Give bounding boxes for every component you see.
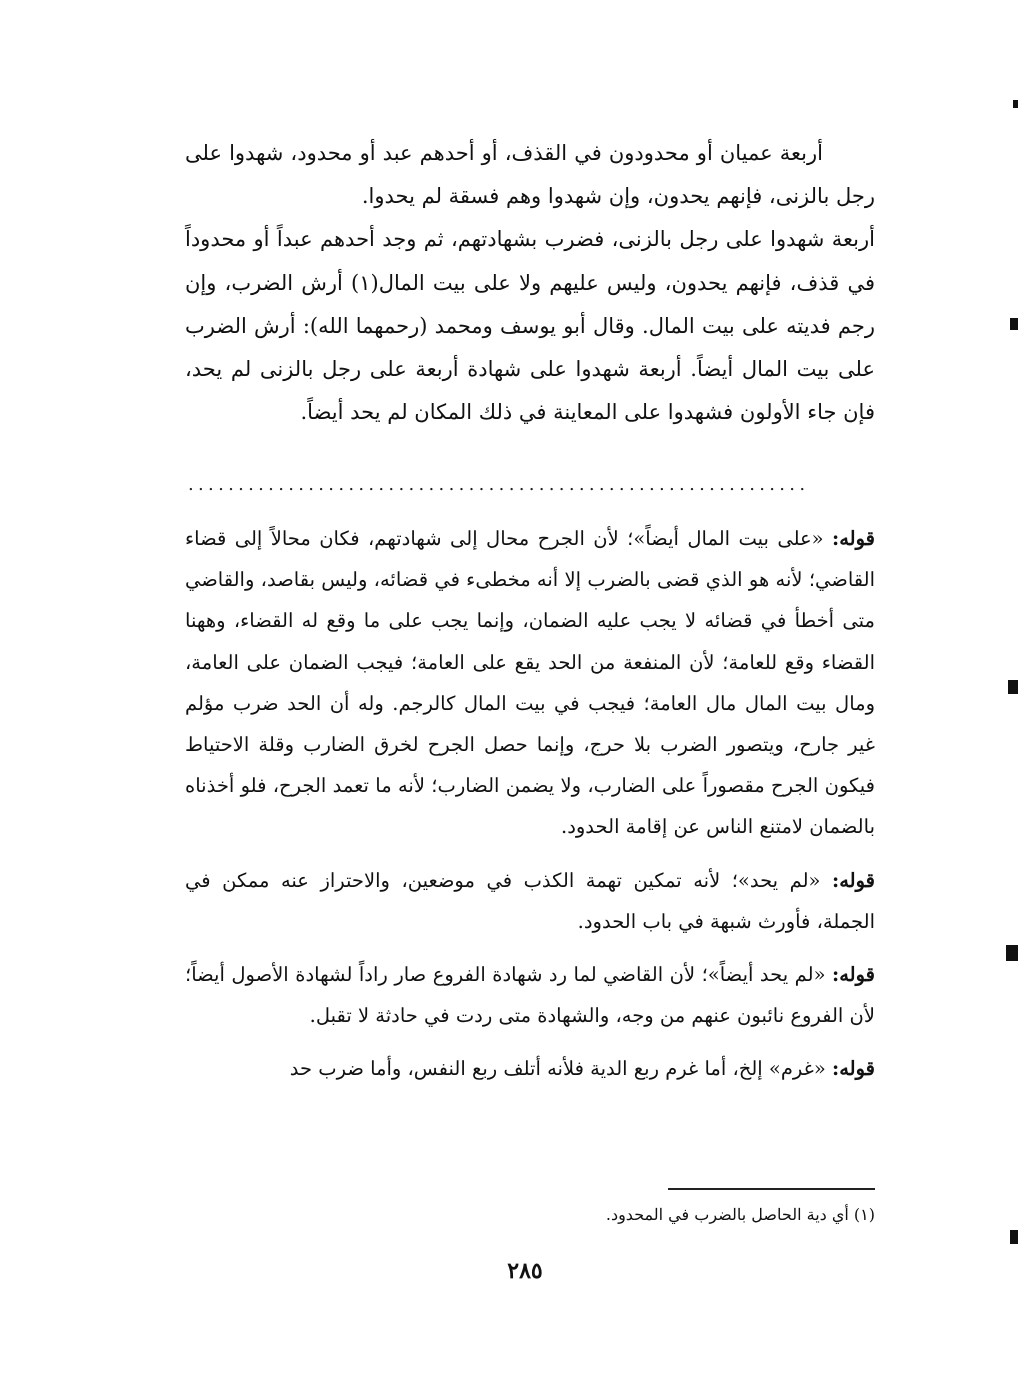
scan-mark xyxy=(1006,945,1018,961)
commentary-text: ؛ لأن الجرح محال إلى شهادتهم، فكان محالاً إلى قضاء القاضي؛ لأنه هو الذي قضى بالضرب إلا أنه مخطىء في قضائه، وليس بقاصد، والقاضي متى أخطأ في قضائه لا يجب عليه الضمان، وإنما يجب على ما وقع له القضاء، وههنا القضاء وقع للعامة؛ لأن المنفعة من الحد يقع على العامة؛ فيجب الضمان على العامة، ومال بيت المال مال العامة؛ فيجب في بيت المال كالرجم. وله أن الحد ضرب مؤلم غير جارح، ويتصور الضرب بلا حرج، وإنما حصل الجرح لخرق الضارب وقلة الاحتياط فيكون الجرح مقصوراً على الضارب، ولا يضمن الضارب؛ لأنه ما تعمد الجرح، فلو أخذناه بالضمان لامتنع الناس عن إقامة الحدود. xyxy=(185,527,875,839)
commentary-text: ؛ لأن القاضي لما رد شهادة الفروع صار راداً لشهادة الأصول أيضاً؛ لأن الفروع نائبون عنهم من وجه، والشهادة متى ردت في حادثة لا تقبل. xyxy=(185,963,875,1028)
scan-mark xyxy=(1013,100,1018,108)
commentary-keyword: قوله: xyxy=(832,527,876,550)
commentary-paragraph-4 xyxy=(185,1048,875,1089)
commentary-quote: «على بيت المال أيضاً» xyxy=(633,527,824,550)
commentary-quote: «غرم» xyxy=(768,1057,826,1081)
footnote-rule xyxy=(668,1188,875,1190)
commentary-paragraph-2 xyxy=(185,860,875,942)
page-number: ٢٨٥ xyxy=(507,1258,543,1284)
commentary-quote: «لم يحد» xyxy=(737,868,821,892)
scan-mark xyxy=(1010,318,1018,330)
commentary xyxy=(185,518,875,1102)
commentary-text: إلخ، أما غرم ربع الدية فلأنه أتلف ربع النفس، وأما ضرب حد xyxy=(289,1057,769,1081)
separator-dotted-line: .............................................................. xyxy=(188,474,810,494)
commentary-text: ؛ لأنه تمكين تهمة الكذب في موضعين، والاحتراز عنه ممكن في الجملة، فأورث شبهة في باب الحدود. xyxy=(185,868,875,933)
footnote: (١) أي دية الحاصل بالضرب في المحدود. xyxy=(605,1205,875,1224)
commentary-keyword: قوله: xyxy=(832,868,876,892)
commentary-keyword: قوله: xyxy=(832,963,875,987)
scan-mark xyxy=(1008,680,1018,694)
commentary-keyword: قوله: xyxy=(832,1057,875,1081)
main-paragraph-2: أربعة شهدوا على رجل بالزنى، فضرب بشهادتهم، ثم وجد أحدهم عبداً أو محدوداً في قذف، فإنهم يحدون، وليس عليهم ولا على بيت المال(١) أرش الضرب، وإن رجم فديته على بيت المال. وقال أبو يوسف ومحمد (رحمهما الله): أرش الضرب على بيت المال أيضاً. أربعة شهدوا على شهادة أربعة على رجل بالزنى لم يحد، فإن جاء الأولون فشهدوا على المعاينة في ذلك المكان لم يحد أيضاً. xyxy=(185,227,875,425)
commentary-paragraph-1 xyxy=(185,518,875,848)
main-text xyxy=(185,132,875,434)
commentary-quote: «لم يحد أيضاً» xyxy=(707,963,826,987)
main-paragraph-1: أربعة عميان أو محدودون في القذف، أو أحدهم عبد أو محدود، شهدوا على رجل بالزنى، فإنهم يحدون، وإن شهدوا وهم فسقة لم يحدوا. xyxy=(185,141,875,209)
commentary-paragraph-3 xyxy=(185,954,875,1036)
scan-mark xyxy=(1010,1230,1018,1244)
